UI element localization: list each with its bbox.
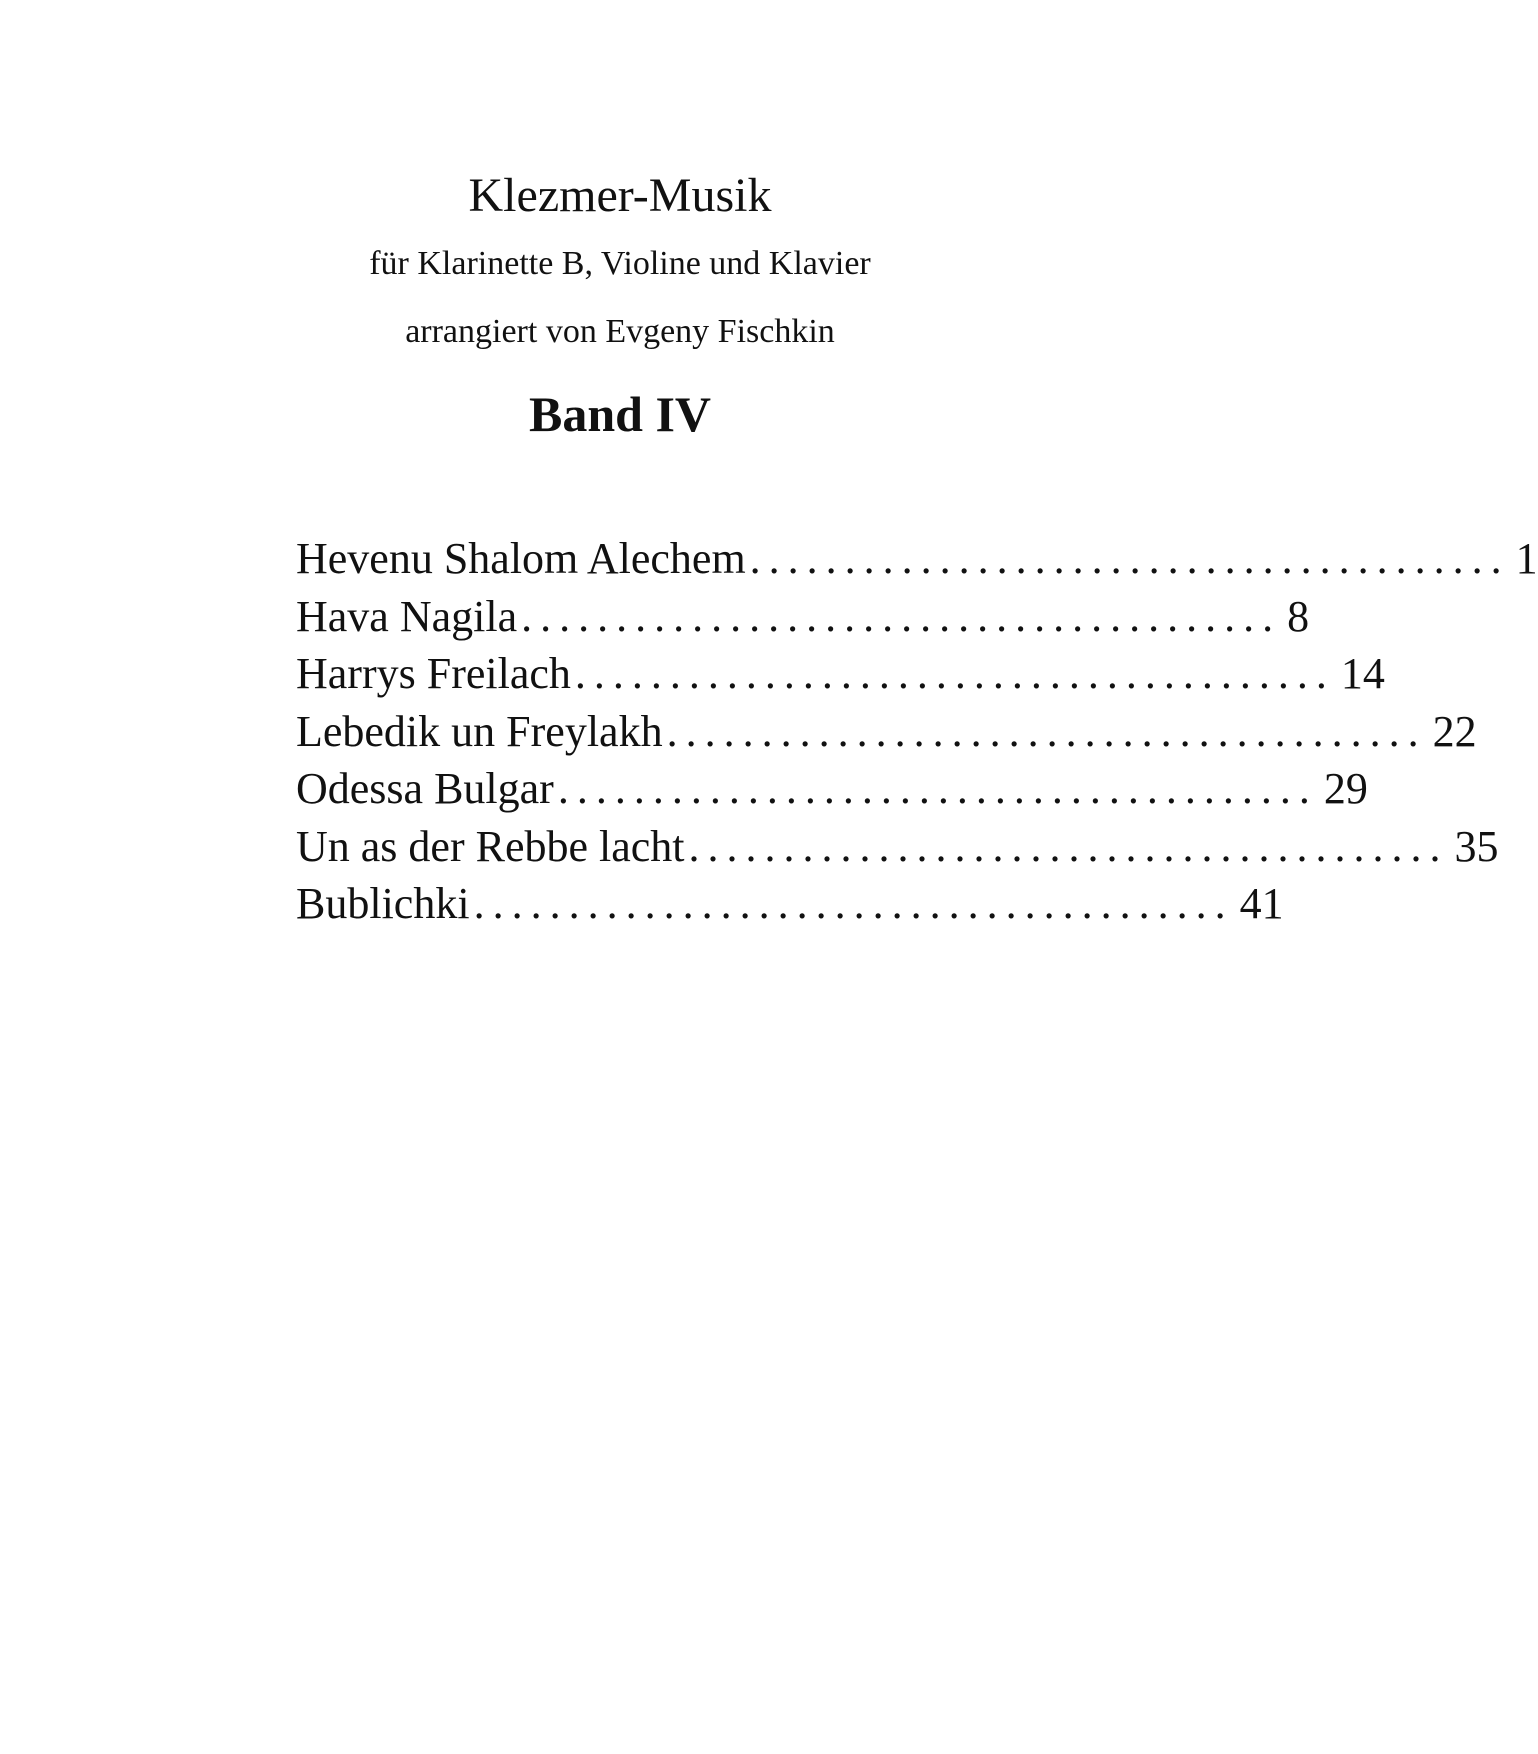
toc-dot-leader: ........................................ xyxy=(473,879,1234,928)
arranger-credit: arrangiert von Evgeny Fischkin xyxy=(405,313,835,350)
toc-entry xyxy=(296,588,1310,646)
toc-entry-page: 41 xyxy=(1239,879,1284,928)
toc-entry-page: 35 xyxy=(1454,821,1499,871)
toc-entry xyxy=(296,703,1477,761)
toc-dot-leader: ........................................ xyxy=(521,591,1282,641)
toc-entry xyxy=(296,818,1499,876)
table-of-contents xyxy=(296,530,1538,933)
toc-entry-title: Bublichki xyxy=(296,879,470,928)
toc-entry-page: 14 xyxy=(1340,649,1385,698)
toc-entry-title: Odessa Bulgar xyxy=(296,764,554,813)
toc-dot-leader: ........................................ xyxy=(574,649,1335,698)
toc-entry-title: Un as der Rebbe lacht xyxy=(296,821,685,871)
toc-entry-title: Hevenu Shalom Alechem xyxy=(296,534,746,583)
toc-entry xyxy=(296,645,1385,703)
toc-dot-leader: ........................................ xyxy=(688,821,1449,871)
toc-entry xyxy=(296,530,1538,588)
instrumentation-subtitle: für Klarinette B, Violine und Klavier xyxy=(369,245,871,282)
toc-entry-title: Harrys Freilach xyxy=(296,649,571,698)
document-title: Klezmer-Musik xyxy=(468,169,772,222)
toc-entry-page: 8 xyxy=(1287,591,1310,641)
toc-entry-page: 1 xyxy=(1515,534,1538,583)
toc-dot-leader: ........................................ xyxy=(666,706,1427,756)
toc-entry-page: 22 xyxy=(1432,706,1477,756)
volume-heading: Band IV xyxy=(528,386,712,442)
toc-entry-title: Lebedik un Freylakh xyxy=(296,706,663,756)
toc-entry xyxy=(296,875,1284,933)
toc-dot-leader: ........................................ xyxy=(557,764,1318,813)
toc-entry-page: 29 xyxy=(1323,764,1368,813)
toc-entry xyxy=(296,760,1368,818)
toc-entry-title: Hava Nagila xyxy=(296,591,518,641)
toc-dot-leader: ........................................ xyxy=(749,534,1510,583)
